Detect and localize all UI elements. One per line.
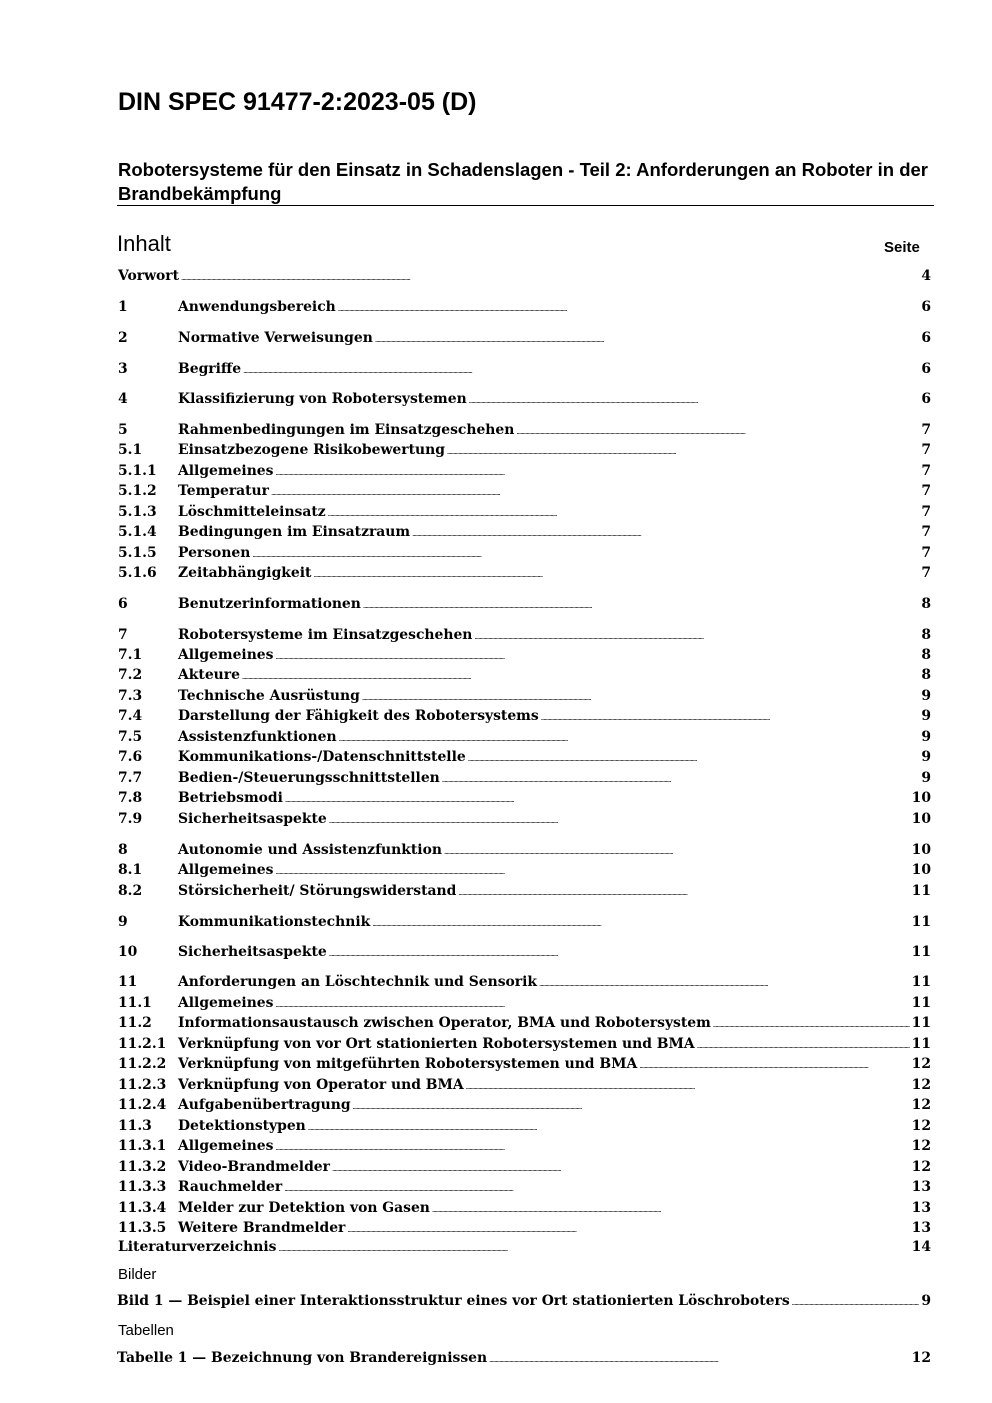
toc-entry-number: 5.1.5 [118,545,157,561]
toc-entry-label: Benutzerinformationen [178,596,361,612]
toc-entry-number: 7.6 [118,749,143,765]
toc-entry-label: Kommunikations-/Datenschnittstelle [178,749,466,765]
toc-entry-number: 5.1.4 [118,524,157,540]
toc-entry-number: 11.1 [118,995,152,1011]
dot-leader [444,842,910,858]
title-divider [117,205,934,206]
dot-leader [697,1036,910,1052]
document-id: DIN SPEC 91477-2:2023-05 (D) [118,88,477,116]
toc-entry-page: 10 [911,842,931,858]
toc-entry-label: Video-Brandmelder [178,1159,330,1175]
dot-leader [328,504,920,520]
figures-heading: Bilder [118,1266,157,1283]
toc-entry[interactable] [118,1097,931,1117]
page-column-label: Seite [884,239,920,256]
toc-entry-page: 13 [911,1220,931,1236]
dot-leader [469,391,920,407]
dot-leader [347,1220,909,1236]
dot-leader [353,1097,910,1113]
toc-entry[interactable] [118,483,931,503]
toc-entry-page: 10 [911,862,931,878]
toc-entry-page: 10 [911,790,931,806]
toc-entry-number: 11.3 [118,1118,152,1134]
dot-leader [372,914,909,930]
toc-entry-page: 7 [921,442,931,458]
toc-entry-page: 6 [921,361,931,377]
toc-entry-label: Personen [178,545,251,561]
dot-leader [458,883,909,899]
toc-entry-label: Sicherheitsaspekte [178,811,327,827]
toc-entry-label: Vorwort [118,268,180,284]
toc-entry-number: 7.9 [118,811,143,827]
toc-entry[interactable] [118,504,931,524]
toc-entry-number: 3 [118,361,128,377]
dot-leader [412,524,919,540]
toc-entry-label: Akteure [178,667,240,683]
dot-leader [447,442,919,458]
toc-entry-page: 7 [921,463,931,479]
toc-entry[interactable] [118,749,931,769]
dot-leader [489,1350,910,1366]
toc-entry-number: 8.2 [118,883,143,899]
dot-leader [792,1293,920,1309]
toc-entry-page: 12 [911,1097,931,1113]
toc-entry-number: 5.1.6 [118,565,157,581]
dot-leader [329,811,910,827]
toc-heading: Inhalt [117,231,171,256]
toc-entry-number: 4 [118,391,128,407]
toc-entry-label: Rahmenbedingungen im Einsatzgeschehen [178,422,515,438]
toc-entry-label: Klassifizierung von Robotersystemen [178,391,467,407]
toc-entry[interactable] [118,545,931,565]
toc-entry[interactable] [118,1015,931,1035]
dot-leader [541,708,920,724]
entry-page: 12 [911,1350,931,1366]
toc-entry[interactable] [118,1179,931,1199]
toc-entry-number: 11.2 [118,1015,152,1031]
toc-entry-page: 14 [911,1239,931,1255]
dot-leader [313,565,919,581]
toc-entry-page: 12 [911,1118,931,1134]
dot-leader [275,647,919,663]
toc-entry-number: 5.1.2 [118,483,157,499]
dot-leader [332,1159,910,1175]
toc-entry-page: 6 [921,391,931,407]
toc-entry-page: 7 [921,524,931,540]
toc-entry[interactable] [118,1159,931,1179]
toc-entry-page: 7 [921,565,931,581]
toc-entry-page: 11 [911,944,931,960]
toc-entry-page: 11 [911,883,931,899]
toc-entry-page: 11 [911,974,931,990]
toc-entry-label: Weitere Brandmelder [178,1220,346,1236]
toc-entry-page: 12 [911,1138,931,1154]
toc-entry-page: 10 [911,811,931,827]
toc-entry-label: Rauchmelder [178,1179,283,1195]
toc-entry-label: Literaturverzeichnis [118,1239,277,1255]
toc-entry-number: 7.4 [118,708,143,724]
toc-entry[interactable] [118,883,931,903]
dot-leader [275,995,909,1011]
toc-entry-page: 9 [921,729,931,745]
toc-entry-page: 7 [921,422,931,438]
toc-entry[interactable] [118,1118,931,1138]
dot-leader [275,862,909,878]
toc-entry[interactable] [118,729,931,749]
dot-leader [516,422,919,438]
toc-entry-label: Bedingungen im Einsatzraum [178,524,411,540]
toc-entry-label: Zeitabhängigkeit [178,565,312,581]
toc-entry-label: Verknüpfung von mitgeführten Robotersystemen und BMA [178,1056,638,1072]
toc-entry[interactable] [118,1077,931,1097]
toc-entry-page: 8 [921,647,931,663]
dot-leader [539,974,910,990]
dot-leader [432,1200,910,1216]
toc-entry[interactable] [118,268,931,288]
toc-entry-number: 10 [118,944,138,960]
toc-entry-page: 4 [921,268,931,284]
toc-entry-label: Allgemeines [178,463,274,479]
toc-entry[interactable] [118,1220,931,1240]
toc-entry-page: 9 [921,688,931,704]
toc-entry-number: 7.5 [118,729,143,745]
dot-leader [271,483,919,499]
toc-entry[interactable] [118,1239,931,1259]
toc-entry-number: 11.3.5 [118,1220,167,1236]
toc-entry-number: 11.2.4 [118,1097,167,1113]
dot-leader [278,1239,909,1255]
dot-leader [252,545,919,561]
toc-entry-number: 9 [118,914,128,930]
toc-entry-page: 9 [921,749,931,765]
toc-entry-label: Allgemeines [178,862,274,878]
toc-entry[interactable] [118,862,931,882]
dot-leader [713,1015,910,1031]
toc-entry[interactable] [118,995,931,1015]
toc-entry-number: 5.1 [118,442,143,458]
toc-entry-label: Temperatur [178,483,269,499]
dot-leader [362,688,920,704]
toc-entry-number: 5.1.3 [118,504,157,520]
toc-entry-label: Allgemeines [178,995,274,1011]
table-entry[interactable] [117,1350,931,1370]
toc-entry[interactable] [118,1056,931,1076]
dot-leader [308,1118,910,1134]
toc-entry-label: Bedien-/Steuerungsschnittstellen [178,770,440,786]
document-title: Robotersysteme für den Einsatz in Schadenslagen - Teil 2: Anforderungen an Roboter in der Brandbekämpfung [118,159,929,204]
toc-entry-page: 11 [911,1015,931,1031]
toc-entry-number: 11.2.1 [118,1036,167,1052]
toc-entry-label: Störsicherheit/ Störungswiderstand [178,883,457,899]
toc-entry-number: 7.7 [118,770,143,786]
toc-entry-number: 1 [118,299,128,315]
toc-entry-number: 11.2.3 [118,1077,167,1093]
dot-leader [442,770,920,786]
dot-leader [363,596,919,612]
toc-entry-label: Löschmitteleinsatz [178,504,326,520]
toc-entry-page: 11 [911,995,931,1011]
toc-entry-number: 6 [118,596,128,612]
toc-entry-page: 7 [921,504,931,520]
toc-entry[interactable] [118,974,931,994]
toc-entry-label: Technische Ausrüstung [178,688,360,704]
toc-entry[interactable] [118,1200,931,1220]
toc-entry[interactable] [118,299,931,319]
toc-entry-page: 6 [921,299,931,315]
toc-entry-number: 7.1 [118,647,143,663]
dot-leader [284,1179,909,1195]
dot-leader [285,790,910,806]
toc-entry[interactable] [118,688,931,708]
toc-entry[interactable] [118,330,931,350]
toc-entry-label: Allgemeines [178,647,274,663]
dot-leader [275,463,919,479]
toc-entry[interactable] [118,811,931,831]
toc-entry[interactable] [118,442,931,462]
dot-leader [474,627,919,643]
entry-label: Bild 1 — Beispiel einer Interaktionsstruktur eines vor Ort stationierten Löschroboters [117,1293,790,1309]
entry-label: Tabelle 1 — Bezeichnung von Brandereignissen [117,1350,488,1366]
toc-entry-label: Informationsaustausch zwischen Operator, BMA und Robotersystem [178,1015,711,1031]
toc-entry-number: 2 [118,330,128,346]
toc-entry-number: 7.8 [118,790,143,806]
toc-entry-label: Anforderungen an Löschtechnik und Sensorik [178,974,537,990]
toc-entry[interactable] [118,770,931,790]
toc-entry-label: Kommunikationstechnik [178,914,371,930]
toc-entry-page: 13 [911,1200,931,1216]
toc-entry-page: 13 [911,1179,931,1195]
toc-entry-label: Betriebsmodi [178,790,283,806]
toc-entry-page: 11 [911,914,931,930]
toc-entry[interactable] [118,391,931,411]
toc-entry-label: Robotersysteme im Einsatzgeschehen [178,627,473,643]
toc-entry[interactable] [118,944,931,964]
toc-entry-page: 11 [911,1036,931,1052]
toc-entry[interactable] [118,565,931,585]
toc-entry-label: Anwendungsbereich [178,299,336,315]
toc-entry[interactable] [118,463,931,483]
toc-entry-label: Melder zur Detektion von Gasen [178,1200,430,1216]
toc-entry[interactable] [118,1138,931,1158]
toc-entry-page: 6 [921,330,931,346]
toc-entry-label: Begriffe [178,361,242,377]
toc-entry-page: 9 [921,770,931,786]
dot-leader [329,944,910,960]
toc-entry-label: Aufgabenübertragung [178,1097,351,1113]
toc-entry-page: 9 [921,708,931,724]
entry-page: 9 [921,1293,931,1309]
toc-entry-number: 7 [118,627,128,643]
toc-entry-label: Darstellung der Fähigkeit des Robotersystems [178,708,539,724]
toc-entry-number: 11 [118,974,138,990]
toc-entry[interactable] [118,708,931,728]
toc-entry[interactable] [118,627,931,647]
toc-entry[interactable] [118,361,931,381]
toc-entry-number: 11.3.1 [118,1138,167,1154]
dot-leader [339,729,920,745]
toc-entry-page: 8 [921,596,931,612]
toc-entry-number: 5.1.1 [118,463,157,479]
toc-entry-page: 12 [911,1159,931,1175]
dot-leader [466,1077,910,1093]
toc-entry-label: Assistenzfunktionen [178,729,337,745]
dot-leader [275,1138,909,1154]
toc-entry-label: Normative Verweisungen [178,330,373,346]
toc-entry-number: 11.3.3 [118,1179,167,1195]
dot-leader [243,361,919,377]
toc-entry-page: 7 [921,545,931,561]
toc-entry-label: Verknüpfung von Operator und BMA [178,1077,464,1093]
toc-entry-number: 5 [118,422,128,438]
toc-entry-number: 11.3.4 [118,1200,167,1216]
dot-leader [242,667,919,683]
toc-entry[interactable] [118,647,931,667]
toc-entry-number: 7.3 [118,688,143,704]
toc-entry-label: Einsatzbezogene Risikobewertung [178,442,445,458]
toc-entry-number: 8.1 [118,862,143,878]
dot-leader [338,299,920,315]
toc-entry[interactable] [118,790,931,810]
toc-entry-page: 8 [921,627,931,643]
dot-leader [181,268,919,284]
dot-leader [468,749,920,765]
dot-leader [639,1056,909,1072]
tables-heading: Tabellen [118,1322,174,1339]
toc-entry[interactable] [118,842,931,862]
toc-entry[interactable] [118,596,931,616]
toc-entry-page: 12 [911,1077,931,1093]
toc-entry[interactable] [118,667,931,687]
toc-entry-label: Sicherheitsaspekte [178,944,327,960]
toc-entry-number: 11.2.2 [118,1056,167,1072]
toc-entry[interactable] [118,422,931,442]
figure-entry[interactable] [117,1293,931,1313]
toc-entry-page: 7 [921,483,931,499]
dot-leader [375,330,920,346]
toc-entry-label: Autonomie und Assistenzfunktion [178,842,442,858]
toc-entry-number: 11.3.2 [118,1159,167,1175]
toc-entry-number: 8 [118,842,128,858]
toc-entry-number: 7.2 [118,667,143,683]
toc-entry-label: Detektionstypen [178,1118,306,1134]
toc-entry[interactable] [118,524,931,544]
toc-entry-label: Allgemeines [178,1138,274,1154]
toc-entry-page: 12 [911,1056,931,1072]
toc-entry[interactable] [118,914,931,934]
toc-entry[interactable] [118,1036,931,1056]
toc-entry-label: Verknüpfung von vor Ort stationierten Robotersystemen und BMA [178,1036,695,1052]
toc-entry-page: 8 [921,667,931,683]
